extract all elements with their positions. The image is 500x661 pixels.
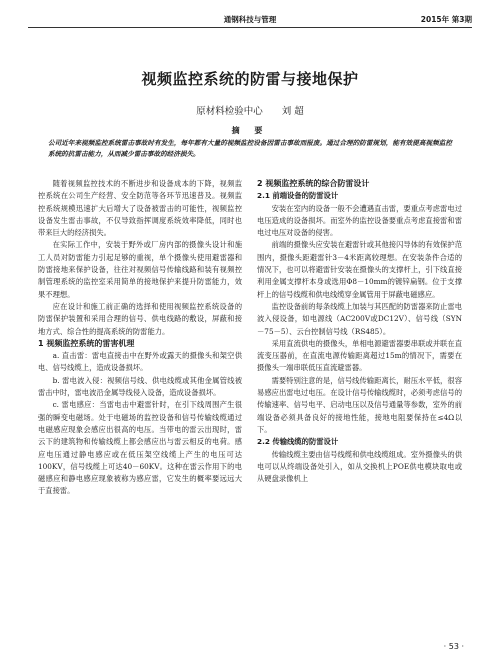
paragraph: 随着视频监控技术的不断进步和设备成本的下降，视频监控系统在公司生产经营、安全防范等各环节迅速普及。视频监控系统规模迅速扩大后增大了设备被雷击的可能性，视频监控设备发生雷击事故，不仅导致指挥调度系统效率降低，同时也带来巨大的经济损失。 [38, 179, 242, 238]
section-heading: 1 视频监控系统的雷害机理 [38, 338, 135, 348]
author-line [0, 103, 500, 117]
right-column [257, 178, 462, 485]
abstract-text: 公司近年来视频监控系统雷击事故时有发生，每年都有大量的视频监控设备因雷击事故而报废。通过合理的防雷规划，能有效提高视频监控系统的抗雷击能力，从而减少雷击事故的经济损失。 [48, 139, 452, 158]
issue-label: 2015年 第3期 [420, 15, 472, 24]
list-item: c. 雷电感应：当雷电击中避雷针时，在引下线周围产生很强的瞬变电磁场。处于电磁场的监控设备和信号传输线缆通过电磁感应现象会感应出很高的电压。当带电的雷云出现时，雷云下的建筑物和传输线缆上都会感应出与雷云相反的电荷。感应电压通过静电感应或在低压架空线缆上产生的电压可达100KV，信号线缆上可达40－60KV。这种在雷云作用下的电磁感应和静电感应现象被称为感应雷，它发生的概率要远远大于直接雷。 [38, 400, 242, 496]
article-title: 视频监控系统的防雷与接地保护 [141, 70, 359, 88]
header-rule [28, 27, 472, 28]
paragraph: 传输线缆主要由信号线缆和供电线缆组成。室外摄像头的供电可以从终端设备处引入，如从交换机上POE供电模块取电或从硬盘录像机上 [257, 449, 462, 484]
section-heading: 2 视频监控系统的综合防雷设计 [257, 179, 370, 188]
paragraph: 需要特别注意的是，信号线传输距离长，耐压水平低，很容易感应出雷电过电压。在设计信号传输线缆时，必须考虑信号的传输速率、信号电平、启动电压以及信号通量等参数，室外的前端设备必须具备良好的接地性能，接地电阻要保持在≤4Ω以下。 [257, 375, 462, 434]
subsection-heading: 2.2 传输线缆的防雷设计 [257, 437, 339, 447]
paragraph: 应在设计和施工前正确的选择和使用视频监控系统设备的防雷保护装置和采用合理的信号、供电线路的敷设，屏蔽和接地方式、综合性的提高系统的防雷能力。 [38, 301, 242, 336]
paragraph: 前端的摄像头应安装在避雷针或其他接闪导体的有效保护范围内，摄像头距避雷针3－4米距离较理想。在安装条件合适的情况下，也可以将避雷针安装在摄像头的支撑杆上，引下线直接利用金属支撑杆本身或选用Φ8－10mm的镀锌扁钢。位于支撑杆上的信号线缆和供电线缆穿金属管用于屏蔽电磁感应。 [257, 240, 462, 299]
running-header [28, 12, 472, 26]
paragraph: 采用直流供电的摄像头，单相电源避雷器要串联或并联在直流变压器前，在直流电源传输距离超过15m的情况下，需要在摄像头一端串联低压直流避雷器。 [257, 338, 462, 373]
paragraph: 安装在室内的设备一般不会遭遇直击雷，要重点考虑雷电过电压造成的设备损坏。而室外的监控设备要重点考虑直接雷和雷电过电压对设备的侵害。 [257, 203, 462, 238]
author-affiliation: 原材料检验中心 [196, 106, 263, 117]
page-number: · 53 · [443, 642, 464, 651]
paragraph: 在实际工作中，安装于野外或厂房内部的摄像头设计和施工人员对防雷能力引起足够的重视，单个摄像头使用避雷器和防雷接地来保护设备，往往对视频信号传输线路和装有视频控制管理系统的监控室采用简单的接地保护来提升防雷能力，效果不理想。 [38, 240, 242, 299]
list-item: a. 直击雷：雷电直接击中在野外或露天的摄像头和架空供电、信号线缆上，造成设备损坏。 [38, 351, 242, 373]
abstract-heading: 摘 要 [231, 126, 269, 135]
paragraph: 监控设备前的每条线缆上加装与其匹配的防雷器来防止雷电波入侵设备，如电源线（AC200V或DC12V）、信号线（SYN－75－5）、云台控制信号线（RS485）。 [257, 301, 462, 336]
subsection-heading: 2.1 前端设备的防雷设计 [257, 191, 339, 201]
journal-name: 通钢科技与管理 [223, 15, 277, 24]
list-item: b. 雷电波入侵：视频信号线、供电线缆或其他金属管线被雷击中时，雷电波沿金属导线侵入设备，造成设备损坏。 [38, 375, 242, 398]
left-column [38, 178, 242, 498]
author-name: 刘 超 [281, 106, 304, 117]
